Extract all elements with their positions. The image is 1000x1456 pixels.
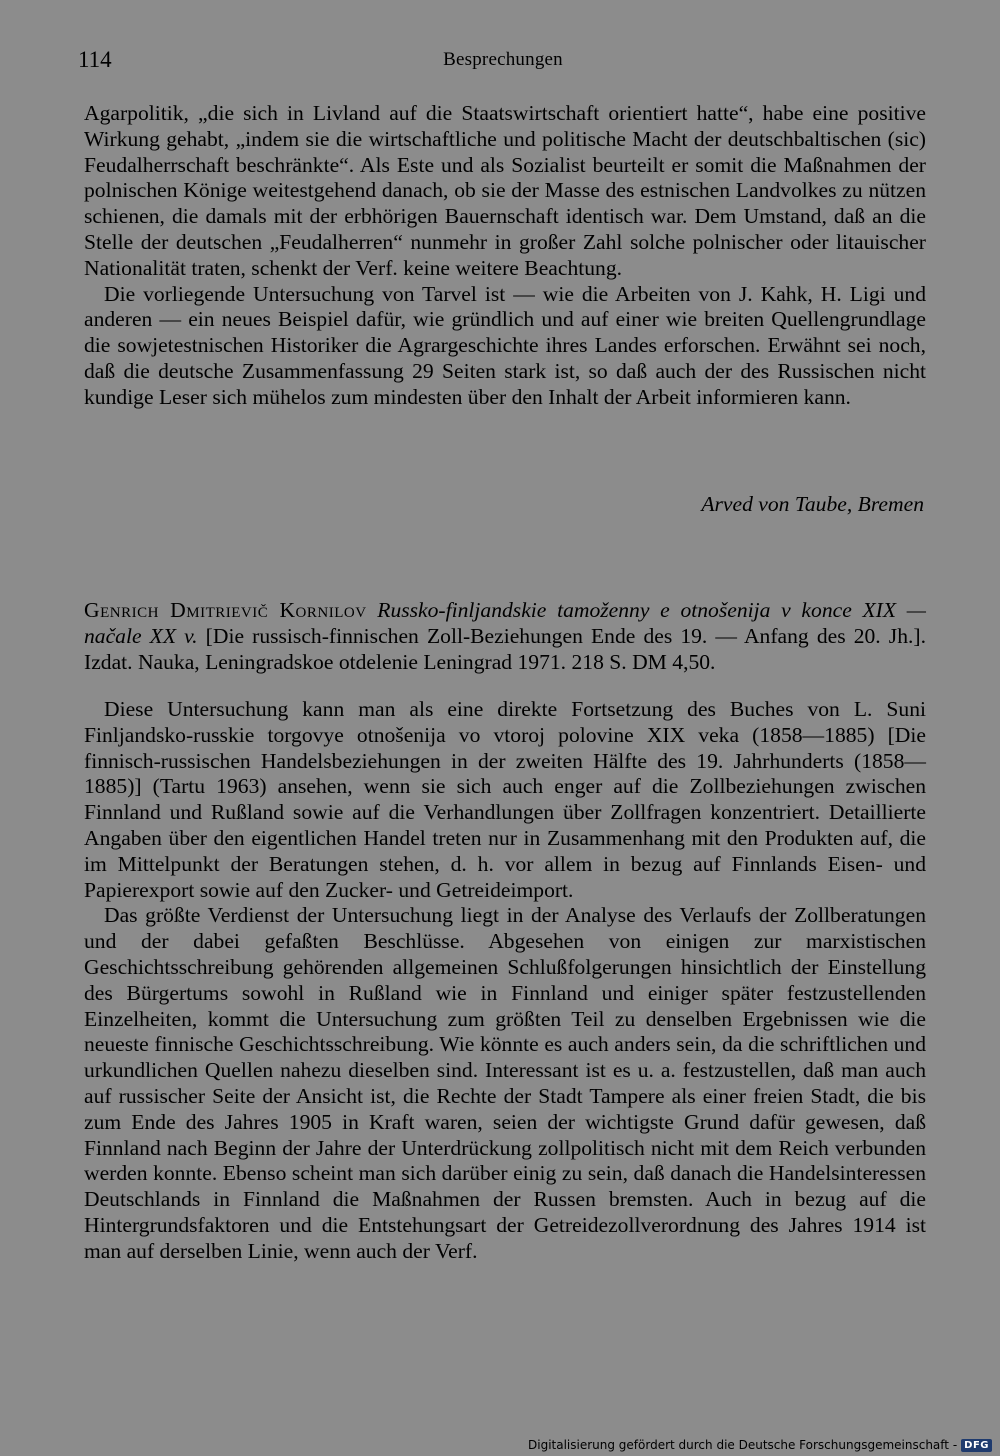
footer-text: Digitalisierung gefördert durch die Deutsche Forschungsgemeinschaft - <box>528 1438 958 1452</box>
review-2-bibliography <box>84 598 926 675</box>
review-1-paragraph-1: Agarpolitik, „die sich in Livland auf die Staatswirtschaft orientiert hatte“, habe eine positive Wirkung gehabt, „indem sie die wirtschaftliche und politische Macht der deutschbaltischen (sic) Feudalherrschaft beschränkte“. Als Este und als Sozialist beurteilt er somit die Maßnahmen der polnischen Könige weitestgehend danach, ob sie der Masse des estnischen Landvolkes zu nützen schienen, die damals mit der erbhörigen Bauernschaft identisch war. Dem Umstand, daß an die Stelle der deutschen „Feudalherren“ nunmehr in großer Zahl solche polnischer oder litauischer Nationalität traten, schenkt der Verf. keine weitere Beachtung. <box>84 101 926 280</box>
review-2-paragraph-1: Diese Untersuchung kann man als eine direkte Fortsetzung des Buches von L. Suni Finljandsko-russkie torgovye otnošenija vo vtoroj polovine XIX veka (1858—1885) [Die finnisch-russischen Handelsbeziehungen in der zweiten Hälfte des 19. Jahrhunderts (1858—1885)] (Tartu 1963) ansehen, wenn sie sich auch enger auf die Zollbeziehungen zwischen Finnland und Rußland sowie auf die Verhandlungen über Zollfragen konzentriert. Detaillierte Angaben über den eigentlichen Handel treten nur in Zusammenhang mit den Produkten auf, die im Mittelpunkt der Beratungen stehen, d. h. vor allem in bezug auf Finnlands Eisen- und Papierexport sowie auf den Zucker- und Getreideimport. <box>84 697 926 902</box>
review-2-biblio-details: [Die russisch-finnischen Zoll-Beziehungen Ende des 19. — Anfang des 20. Jh.]. Izdat. Nauka, Leningradskoe otdelenie Leningrad 1971. 218 S. DM 4,50. <box>84 623 926 674</box>
review-2-author: Genrich Dmitrievič Kornilov <box>84 598 367 622</box>
running-head: Besprechungen <box>443 49 563 70</box>
digitization-footer <box>528 1438 992 1452</box>
review-2-paragraph-2: Das größte Verdienst der Untersuchung liegt in der Analyse des Verlaufs der Zollberatungen und der dabei gefaßten Beschlüsse. Abgesehen von einigen zur marxistischen Geschichtsschreibung gehörenden allgemeinen Schlußfolgerungen hinsichtlich der Einstellung des Bürgertums sowohl in Rußland wie in Finnland und einiger später festzustellenden Einzelheiten, kommt die Untersuchung zum größten Teil zu denselben Ergebnissen wie die neueste finnische Geschichtsschreibung. Wie könnte es auch anders sein, da die schriftlichen und urkundlichen Quellen nahezu dieselben sind. Interessant ist es u. a. festzustellen, daß man auch auf russischer Seite der Ansicht ist, die Rechte der Stadt Tampere als einer freien Stadt, die bis zum Ende des Jahres 1905 in Kraft waren, seien der wichtigste Grund dafür gewesen, daß Finnland nach Beginn der Jahre der Unterdrückung zollpolitisch nicht mit dem Reich verbunden werden konnte. Ebenso scheint man sich darüber einig zu sein, daß danach die Handelsinteressen Deutschlands in Finnland die Maßnahmen der Russen bremsten. Auch in bezug auf die Hintergrundsfaktoren und die Entstehungsart der Getreidezollverordnung des Jahres 1914 ist man auf derselben Linie, wenn auch der Verf. <box>84 903 926 1263</box>
review-1-signature: Arved von Taube, Bremen <box>701 492 924 516</box>
page-number: 114 <box>78 47 112 72</box>
page-header <box>78 47 928 77</box>
review-1-body <box>84 101 926 411</box>
review-2-body <box>84 697 926 1265</box>
dfg-logo: DFG <box>961 1439 992 1452</box>
review-1-paragraph-2: Die vorliegende Untersuchung von Tarvel ist — wie die Arbeiten von J. Kahk, H. Ligi und anderen — ein neues Beispiel dafür, wie gründlich und auf einer wie breiten Quellengrundlage die sowjetestnischen Historiker die Agrargeschichte ihres Landes erforschen. Erwähnt sei noch, daß die deutsche Zusammenfassung 29 Seiten stark ist, so daß auch der des Russischen nicht kundige Leser sich mühelos zum mindesten über den Inhalt der Arbeit informieren kann. <box>84 281 926 409</box>
review-2-title: Russko-finljandskie tamoženny e otnošenija v konce XIX — načale XX v. <box>84 598 926 648</box>
